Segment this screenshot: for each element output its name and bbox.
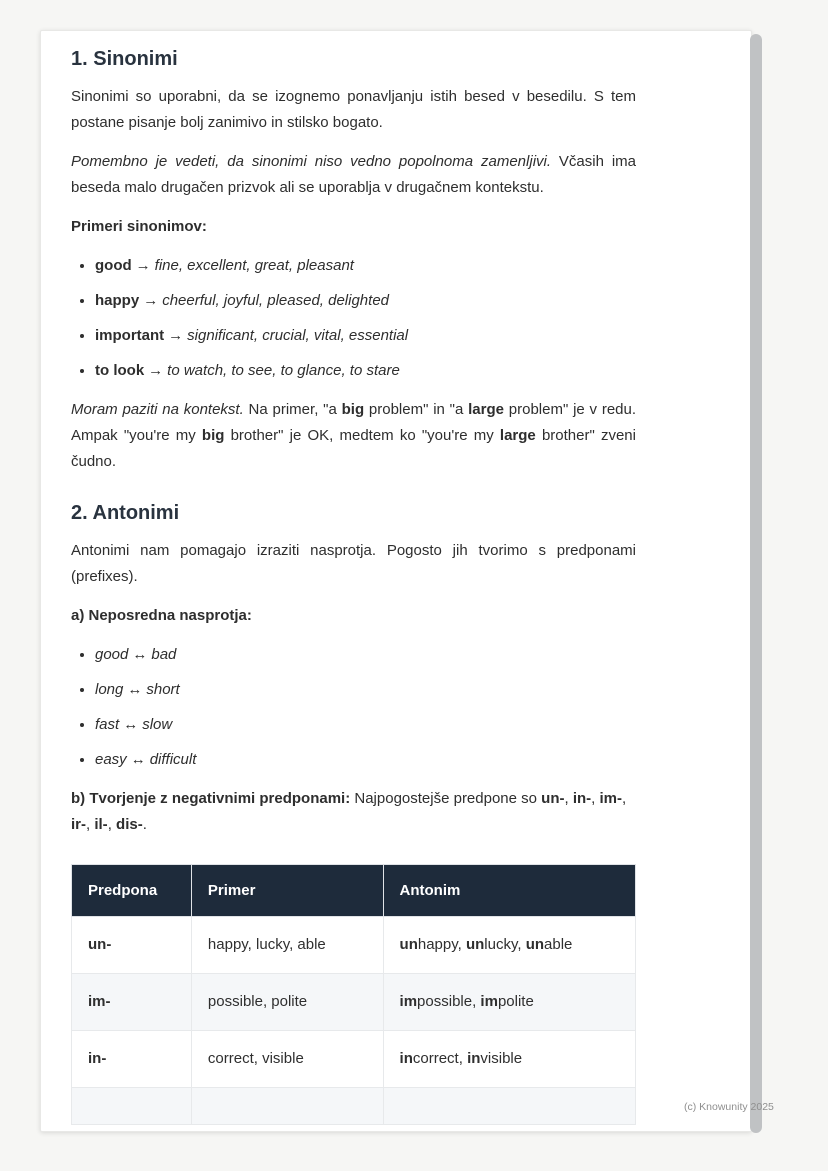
- word-a: fast: [95, 716, 120, 733]
- document-page: [40, 30, 752, 1132]
- text-run: Najpogostejše predpone so: [350, 790, 542, 807]
- bold-run: un-: [541, 790, 565, 807]
- bold-run: in: [399, 1050, 413, 1067]
- term: happy: [95, 292, 140, 309]
- synonym-item: [95, 323, 636, 349]
- bold-run: im: [399, 993, 418, 1010]
- antonym-pair-item: [95, 677, 636, 703]
- arrow-icon: →: [143, 292, 159, 309]
- cell-antonyms: [383, 974, 635, 1031]
- synonyms: fine, excellent, great, pleasant: [154, 257, 354, 274]
- cell-examples: happy, lucky, able: [191, 917, 383, 974]
- column-header-predpona: Predpona: [72, 865, 192, 917]
- text-run: able: [544, 936, 573, 953]
- bold-run: im: [480, 993, 498, 1010]
- paragraph-synonyms-intro: Sinonimi so uporabni, da se izognemo ponavljanju istih besed v besedilu. S tem postane pisanje bolj zanimivo in stilsko bogato.: [71, 88, 636, 131]
- paragraph-context-note: [71, 397, 636, 475]
- direct-opposites-label: a) Neposredna nasprotja:: [71, 607, 252, 624]
- word-b: short: [146, 681, 180, 698]
- section-1-heading: 1. Sinonimi: [71, 48, 178, 70]
- cell-examples: possible, polite: [191, 974, 383, 1031]
- text-run: problem" je v redu. Ampak "you're my: [71, 401, 637, 444]
- bold-run: large: [499, 427, 536, 444]
- text-run: ,: [564, 790, 573, 807]
- arrow-icon: →: [148, 362, 164, 379]
- cell-prefix: un-: [72, 917, 192, 974]
- scrollbar-thumb[interactable]: [750, 34, 762, 1133]
- antonym-pair-item: [95, 642, 636, 668]
- bold-run: b) Tvorjenje z negativnimi predponami:: [71, 790, 351, 807]
- synonyms: significant, crucial, vital, essential: [187, 327, 409, 344]
- text-run: possible,: [417, 993, 481, 1010]
- column-header-primer: Primer: [191, 865, 383, 917]
- antonym-pair-item: [95, 712, 636, 738]
- cell-antonyms: [383, 1031, 635, 1088]
- synonym-item: [95, 253, 636, 279]
- column-header-antonim: Antonim: [383, 865, 635, 917]
- text-run: lucky,: [484, 936, 526, 953]
- word-a: long: [95, 681, 124, 698]
- bold-run: dis-: [116, 816, 143, 833]
- bold-run: large: [468, 401, 504, 418]
- text-run: correct,: [412, 1050, 468, 1067]
- table-row: [72, 917, 636, 974]
- paragraph-prefixes-intro: [71, 786, 636, 838]
- arrow-icon: →: [168, 327, 184, 344]
- cell-examples: [191, 1088, 383, 1125]
- page-content: [71, 47, 636, 1125]
- text-run: ,: [86, 816, 95, 833]
- bold-run: im-: [599, 790, 623, 807]
- word-b: difficult: [149, 751, 197, 768]
- text-run: Na primer, "a: [243, 401, 342, 418]
- antonym-pairs-list: [71, 642, 636, 773]
- examples-label: Primeri sinonimov:: [71, 218, 207, 235]
- section-2-heading: 2. Antonimi: [71, 502, 180, 524]
- text-run: ,: [107, 816, 117, 833]
- text-run: polite: [497, 993, 534, 1010]
- synonyms: cheerful, joyful, pleased, delighted: [162, 292, 390, 309]
- bold-run: big: [201, 427, 225, 444]
- bold-run: ir-: [71, 816, 86, 833]
- text-run: brother" zveni čudno.: [71, 427, 636, 470]
- double-arrow-icon: ↔: [130, 751, 146, 768]
- cell-antonyms: [383, 1088, 635, 1125]
- text-run: visible: [480, 1050, 523, 1067]
- bold-run: un: [465, 936, 485, 953]
- paragraph-antonyms-intro: Antonimi nam pomagajo izraziti nasprotja. Pogosto jih tvorimo s predponami (prefixes).: [71, 542, 636, 585]
- bold-run: big: [341, 401, 365, 418]
- term: important: [95, 327, 165, 344]
- cell-antonyms: [383, 917, 635, 974]
- paragraph-synonyms-note: [71, 149, 636, 201]
- bold-run: un: [399, 936, 418, 953]
- text-run: ,: [622, 790, 627, 807]
- bold-run: un: [525, 936, 545, 953]
- synonym-list: [71, 253, 636, 384]
- double-arrow-icon: ↔: [127, 681, 143, 698]
- italic-run: Moram paziti na kontekst.: [71, 401, 244, 418]
- word-b: bad: [151, 646, 177, 663]
- table-row: [72, 974, 636, 1031]
- word-a: good: [95, 646, 129, 663]
- table-header-row: [72, 865, 636, 917]
- table-row: [72, 1031, 636, 1088]
- cell-prefix: im-: [72, 974, 192, 1031]
- bold-run: in: [467, 1050, 481, 1067]
- prefix-table: [71, 864, 636, 1125]
- word-b: slow: [142, 716, 173, 733]
- italic-run: Pomembno je vedeti, da sinonimi niso vedno popolnoma zamenljivi.: [71, 153, 552, 170]
- text-run: Včasih ima beseda malo drugačen prizvok ali se uporablja v drugačnem kontekstu.: [71, 153, 637, 196]
- double-arrow-icon: ↔: [132, 646, 148, 663]
- word-a: easy: [95, 751, 127, 768]
- term: to look: [95, 362, 145, 379]
- term: good: [95, 257, 132, 274]
- synonym-item: [95, 358, 636, 384]
- bold-run: in-: [572, 790, 592, 807]
- watermark: (c) Knowunity 2025: [684, 1101, 774, 1113]
- cell-examples: correct, visible: [191, 1031, 383, 1088]
- antonym-pair-item: [95, 747, 636, 773]
- text-run: happy,: [417, 936, 466, 953]
- bold-run: il-: [94, 816, 108, 833]
- synonym-item: [95, 288, 636, 314]
- text-run: problem" in "a: [364, 401, 469, 418]
- synonyms: to watch, to see, to glance, to stare: [167, 362, 400, 379]
- table-row-partial: [72, 1088, 636, 1125]
- cell-prefix: [72, 1088, 192, 1125]
- text-run: .: [142, 816, 147, 833]
- arrow-icon: →: [135, 257, 151, 274]
- text-run: ,: [591, 790, 600, 807]
- cell-prefix: in-: [72, 1031, 192, 1088]
- double-arrow-icon: ↔: [123, 716, 139, 733]
- text-run: brother" je OK, medtem ko "you're my: [224, 427, 500, 444]
